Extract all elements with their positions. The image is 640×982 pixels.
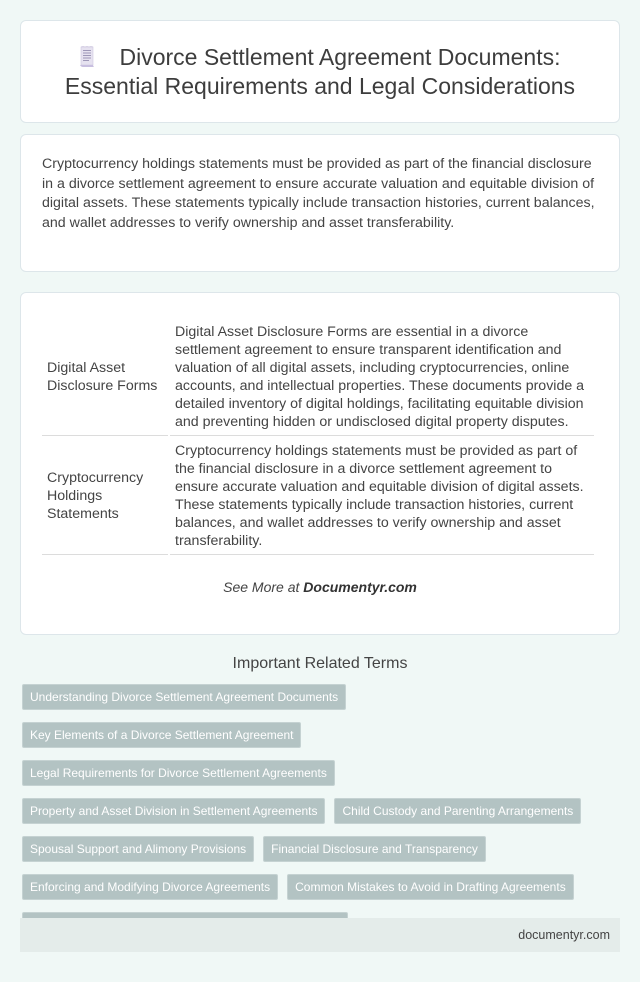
summary-card xyxy=(20,134,620,272)
title-card xyxy=(20,20,620,123)
term-cell: Digital Asset Disclosure Forms xyxy=(42,317,168,436)
related-terms-list xyxy=(20,684,620,938)
related-term-tag[interactable]: Understanding Divorce Settlement Agreement Documents xyxy=(22,684,346,710)
document-receipt-icon xyxy=(79,46,95,68)
terms-table-card xyxy=(20,292,620,635)
related-term-tag[interactable]: Common Mistakes to Avoid in Drafting Agreements xyxy=(287,874,574,900)
table-row xyxy=(42,317,594,436)
see-more-link[interactable]: Documentyr.com xyxy=(303,579,417,595)
terms-table xyxy=(40,317,596,555)
footer-site-link[interactable]: documentyr.com xyxy=(518,928,610,942)
related-term-tag[interactable]: Child Custody and Parenting Arrangements xyxy=(334,798,581,824)
related-term-tag[interactable]: Key Elements of a Divorce Settlement Agreement xyxy=(22,722,301,748)
related-term-tag[interactable]: Legal Requirements for Divorce Settlement Agreements xyxy=(22,760,335,786)
related-term-tag[interactable]: Financial Disclosure and Transparency xyxy=(263,836,486,862)
footer xyxy=(20,918,620,952)
related-term-tag[interactable]: Property and Asset Division in Settlement Agreements xyxy=(22,798,325,824)
description-cell: Cryptocurrency holdings statements must be provided as part of the financial disclosure in a divorce settlement agreement to ensure accurate valuation and equitable division of digital assets. These statements typically include transaction histories, current balances, and wallet addresses to verify ownership and asset transferability. xyxy=(170,436,594,555)
page-title-text: Divorce Settlement Agreement Documents: Essential Requirements and Legal Considerations xyxy=(64,43,576,99)
see-more xyxy=(42,579,598,595)
description-cell: Digital Asset Disclosure Forms are essential in a divorce settlement agreement to ensure transparent identification and valuation of all digital assets, including cryptocurrencies, online accounts, and intellectual properties. These documents provide a detailed inventory of digital holdings, facilitating equitable division and preventing hidden or undisclosed digital property disputes. xyxy=(170,317,594,436)
table-row xyxy=(42,436,594,555)
related-term-tag[interactable]: Spousal Support and Alimony Provisions xyxy=(22,836,254,862)
related-term-tag[interactable]: Enforcing and Modifying Divorce Agreements xyxy=(22,874,278,900)
term-cell: Cryptocurrency Holdings Statements xyxy=(42,436,168,555)
summary-text: Cryptocurrency holdings statements must be provided as part of the financial disclosure in a divorce settlement agreement to ensure accurate valuation and equitable division of digital assets. These statements typically include transaction histories, current balances, and wallet addresses to verify ownership and asset transferability. xyxy=(42,156,595,231)
related-terms-heading: Important Related Terms xyxy=(232,655,408,672)
see-more-prefix: See More at xyxy=(223,579,304,595)
page-title xyxy=(51,43,589,101)
